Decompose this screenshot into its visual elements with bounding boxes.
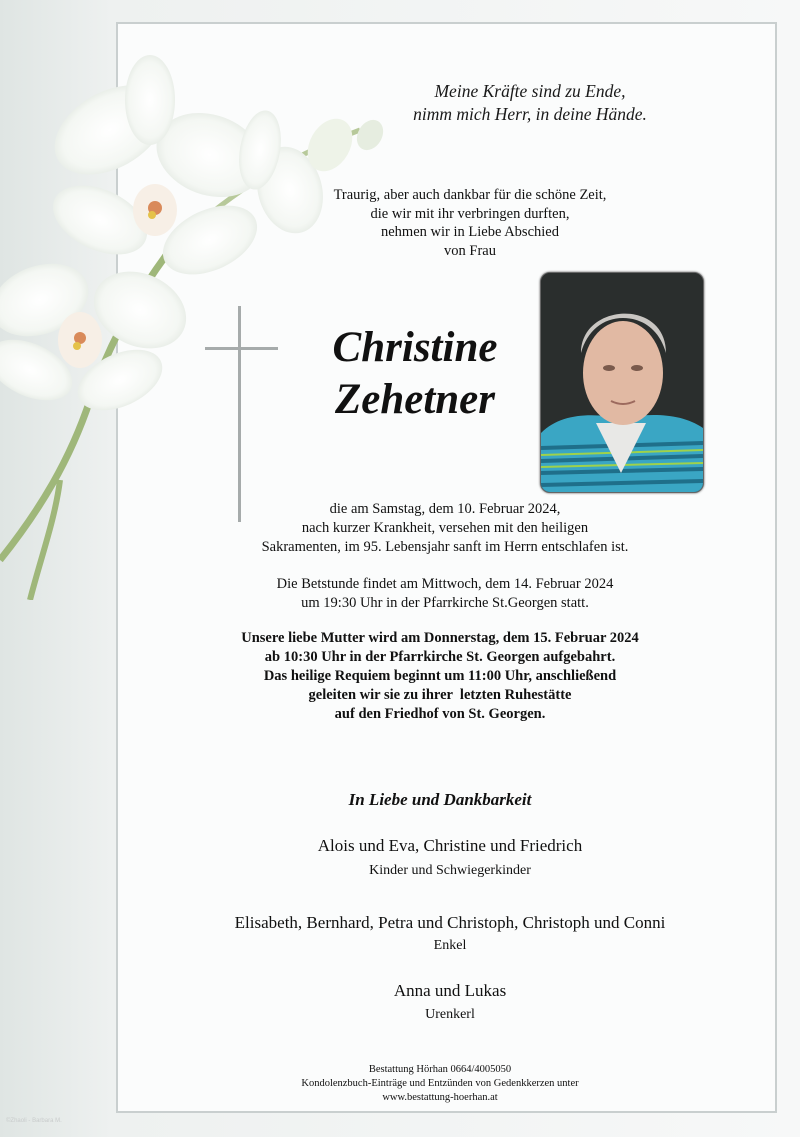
mourner-role: Kinder und Schwiegerkinder	[369, 863, 531, 878]
mourner-role: Enkel	[433, 938, 467, 953]
intro-line: die wir mit ihr verbringen durften,	[370, 205, 570, 222]
death-notice-line: nach kurzer Krankheit, versehen mit den heiligen	[301, 520, 589, 536]
mourner-role: Urenkerl	[425, 1007, 475, 1022]
funeral-line: ab 10:30 Uhr in der Pfarrkirche St. Georgen aufgebahrt.	[264, 649, 616, 665]
funeral-line: auf den Friedhof von St. Georgen.	[334, 706, 546, 722]
footer-line: Kondolenzbuch-Einträge und Entzünden von Gedenkkerzen unter	[301, 1078, 579, 1089]
funeral-home-footer	[180, 1063, 700, 1105]
footer-line: Bestattung Hörhan 0664/4005050	[368, 1064, 512, 1075]
deceased-last-name: Zehetner	[334, 376, 496, 423]
intro-line: von Frau	[444, 242, 496, 259]
funeral-details	[190, 629, 690, 724]
prayer-service-line: um 19:30 Uhr in der Pfarrkirche St.Georgen statt.	[301, 595, 589, 611]
deceased-first-name: Christine	[332, 324, 498, 371]
portrait-image	[541, 273, 703, 492]
funeral-line: geleiten wir sie zu ihrer letzten Ruhestätte	[308, 687, 572, 703]
gratitude-heading: In Liebe und Dankbarkeit	[348, 790, 532, 809]
mourner-names: Anna und Lukas	[393, 981, 507, 1000]
portrait-photo	[540, 272, 704, 493]
intro-line: nehmen wir in Liebe Abschied	[381, 224, 559, 240]
footer-link[interactable]: www.bestattung-hoerhan.at	[382, 1092, 498, 1103]
prayer-service	[210, 575, 680, 613]
death-notice-line: die am Samstag, dem 10. Februar 2024,	[329, 501, 561, 517]
intro-text	[320, 186, 620, 260]
motto-line: nimm mich Herr, in deine Hände.	[413, 104, 647, 124]
death-notice	[210, 500, 680, 557]
cross-icon	[238, 306, 241, 522]
motto-line: Meine Kräfte sind zu Ende,	[434, 81, 626, 101]
death-notice-line: Sakramenten, im 95. Lebensjahr sanft im Herrn entschlafen ist.	[261, 539, 629, 555]
intro-line: Traurig, aber auch dankbar für die schöne Zeit,	[333, 187, 607, 203]
funeral-line: Unsere liebe Mutter wird am Donnerstag, dem 15. Februar 2024	[241, 630, 639, 646]
image-credit: ©Zhaoli - Barbara M.	[6, 1118, 62, 1124]
prayer-service-line: Die Betstunde findet am Mittwoch, dem 14. Februar 2024	[276, 576, 614, 592]
motto-verse	[360, 80, 700, 126]
mourner-names: Elisabeth, Bernhard, Petra und Christoph, Christoph und Conni	[234, 913, 666, 932]
funeral-line: Das heilige Requiem beginnt um 11:00 Uhr, anschließend	[263, 668, 617, 684]
mourner-names: Alois und Eva, Christine und Friedrich	[317, 836, 583, 855]
cross-icon-bar	[205, 347, 278, 350]
deceased-name	[300, 322, 530, 426]
